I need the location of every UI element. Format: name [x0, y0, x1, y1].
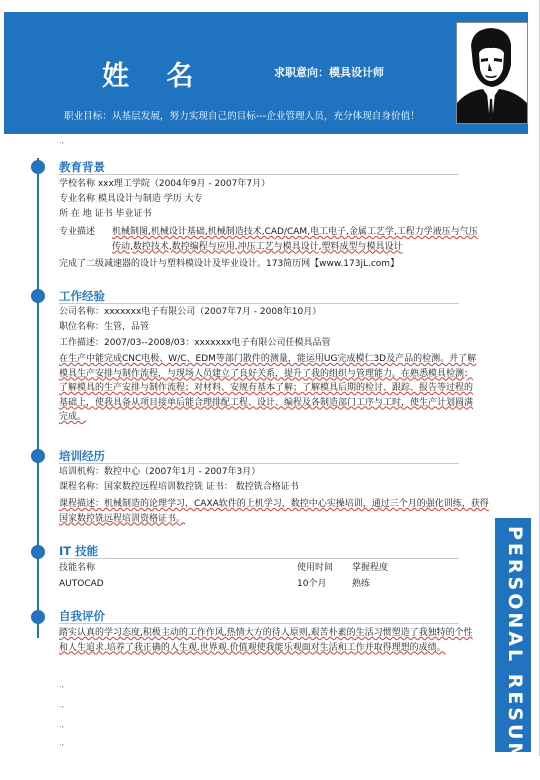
- education-row: 专业名称 模具设计与制造 学历 大专: [59, 194, 203, 204]
- paragraph-mark: .,: [59, 136, 65, 145]
- portrait-image: [457, 23, 527, 123]
- skill-level: 熟练: [352, 579, 371, 589]
- timeline-dot: [31, 545, 45, 559]
- side-resume-label: PERSONAL RESUME: [504, 526, 526, 780]
- skills-header-time: 使用时间: [297, 563, 334, 573]
- skill-name: AUTOCAD: [59, 579, 104, 589]
- education-desc-label: 专业描述: [59, 227, 96, 237]
- paragraph-mark: .,: [59, 680, 65, 689]
- skills-header-level: 掌握程度: [352, 563, 389, 573]
- self-eval-title: 自我评价: [59, 609, 105, 623]
- section-divider: [59, 174, 459, 175]
- timeline-dot: [31, 610, 45, 624]
- career-goal: 职业目标：从基层发展，努力实现自己的目标---企业管理人员，充分体现自身价值！: [64, 111, 420, 122]
- education-note: 完成了二级减速器的设计与塑料模设计及毕业设计。173简历网【www.173jL.com】: [59, 259, 400, 269]
- skills-header-name: 技能名称: [59, 563, 96, 573]
- education-row: 所 在 地 证书 毕业证书: [59, 209, 152, 219]
- paragraph-mark: .,: [59, 738, 65, 747]
- training-desc: 课程描述：机械制造的论理学习，CAXA软件的上机学习，数控中心实操培训，通过三个月的强化训练，获得国家数控铣远程培训资格证书。: [59, 499, 489, 524]
- experience-title: 工作经验: [59, 289, 105, 303]
- section-divider: [59, 463, 459, 464]
- header-banner: [4, 12, 528, 134]
- training-row: 培训机构：数控中心（2007年1月 - 2007年3月）: [59, 467, 261, 477]
- timeline-line: [37, 158, 39, 638]
- education-desc: 机械制图,机械设计基础,机械制造技术,CAD/CAM,电工电子,金属工艺学,工程力学液压与气压传动,数控技术,数控编程与应用,冲压工艺与模具设计,塑料成型与模具设计: [112, 227, 478, 252]
- section-divider: [59, 558, 459, 559]
- education-row: 学校名称 xxx理工学院（2004年9月 - 2007年7月）: [59, 179, 271, 189]
- profile-photo: [456, 22, 528, 124]
- timeline-dot: [31, 449, 45, 463]
- paragraph-mark: .,: [59, 700, 65, 709]
- training-title: 培训经历: [59, 449, 105, 463]
- section-divider: [59, 303, 459, 304]
- timeline-dot: [31, 160, 45, 174]
- education-title: 教育背景: [59, 160, 105, 174]
- job-target: 求职意向：模具设计师: [274, 66, 384, 79]
- timeline-dot: [31, 289, 45, 303]
- candidate-name: 姓 名: [102, 61, 208, 92]
- skill-time: 10个月: [297, 579, 327, 589]
- experience-row: 工作描述：2007/03--2008/03：xxxxxxx电子有限公司任模具品管: [59, 338, 331, 348]
- self-eval-text: 踏实认真的学习态度,积极主动的工作作风,热情大方的待人原则,艰苦朴素的生活习惯塑造了我独特的个性和人生追求.培养了我正确的人生观.世界观.价值观使我能乐观面对生活和工作并取得理想的成绩。: [59, 628, 473, 653]
- paragraph-mark: .,: [59, 720, 65, 729]
- skills-title: IT 技能: [59, 544, 99, 558]
- training-row: 课程名称：国家数控远程培训数控铣 证书： 数控铣合格证书: [59, 482, 299, 492]
- experience-row: 公司名称：xxxxxxx电子有限公司（2007年7月 - 2008年10月）: [59, 307, 322, 317]
- experience-row: 职位名称：生管，品管: [59, 322, 150, 332]
- experience-desc: 在生产中能完成CNC电极、W/C、EDM等部门散件的测量，能运用UG完成模仁3D及产品的检测。并了解模具生产安排与制作流程，与现场人员建立了良好关系，提升了我的组织与管理能力。在熟悉模具检测；了解模具的生产安排与制作流程；对材料、安规有基本了解；了解模具后期的检讨、跟踪、报告等过程的基础上，使我具备从项目接单后能合理排配工程、设计、编程及各制造部门工序与工时，使生产计划圆满完成。: [59, 354, 477, 422]
- section-divider: [59, 623, 459, 624]
